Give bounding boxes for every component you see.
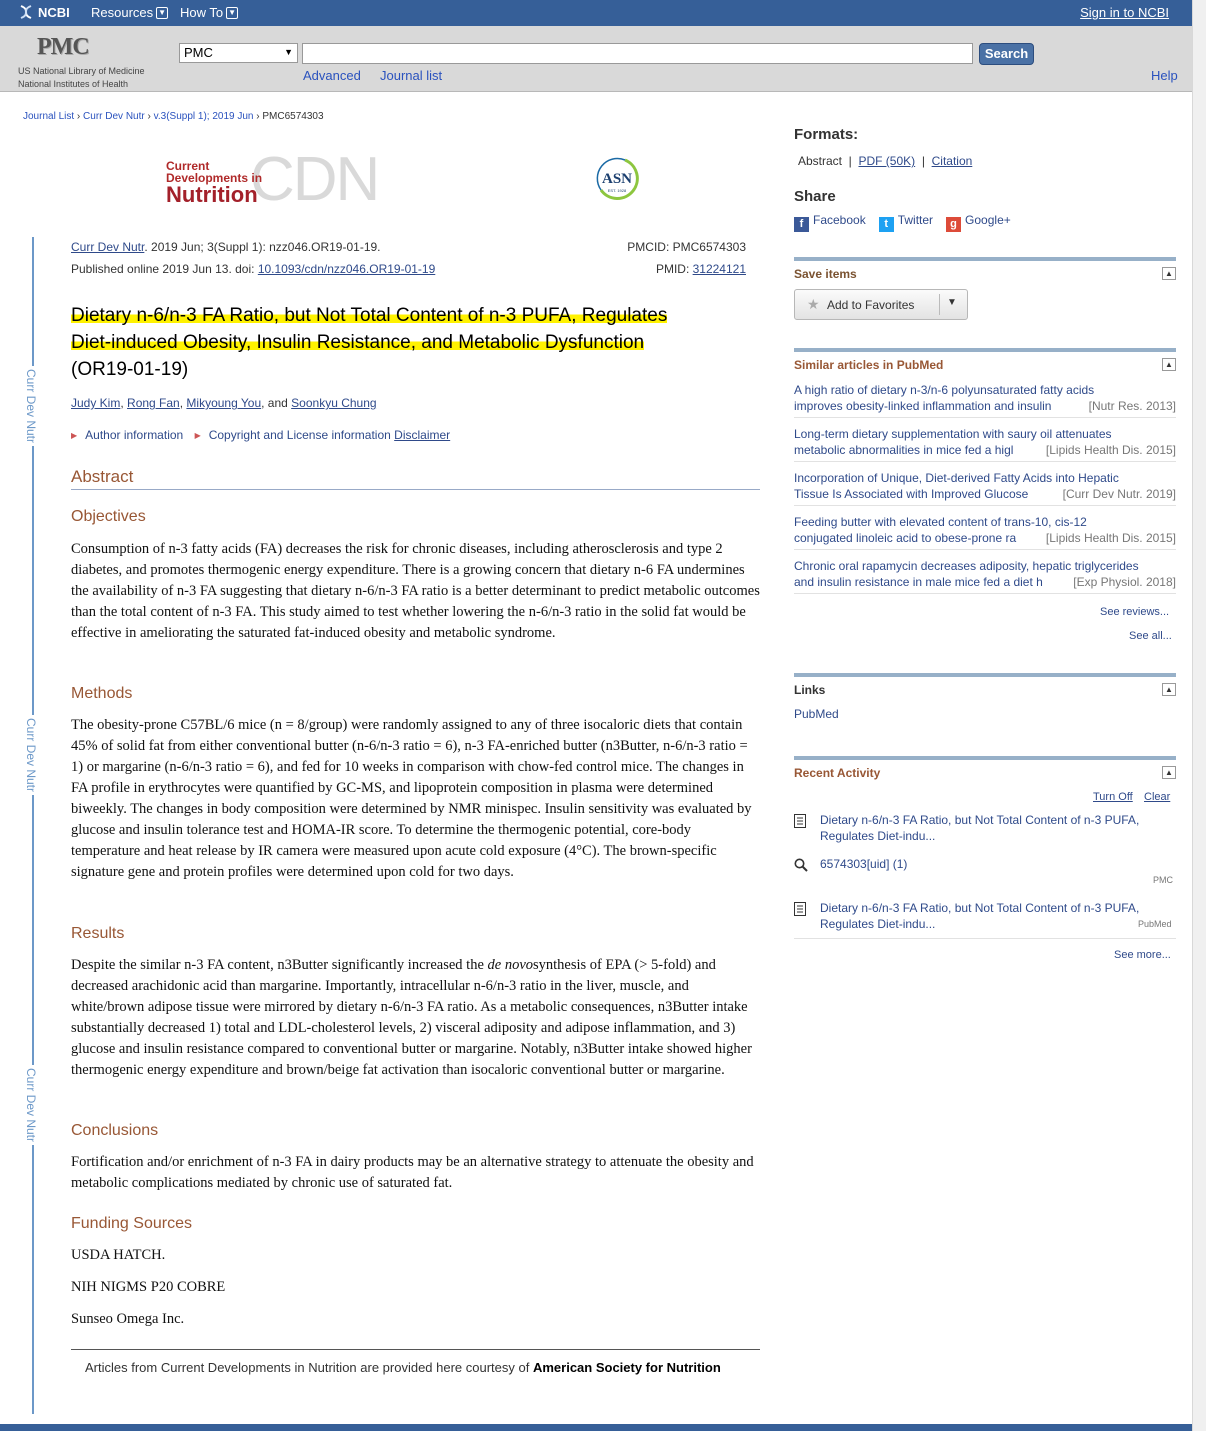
- funding-heading: Funding Sources: [71, 1215, 192, 1232]
- share-twitter[interactable]: [879, 213, 933, 232]
- recent-activity-item[interactable]: [794, 856, 1176, 874]
- turn-off-link[interactable]: Turn Off: [1093, 791, 1133, 803]
- footer-org: American Society for Nutrition: [532, 1360, 721, 1375]
- journal-link[interactable]: Curr Dev Nutr: [71, 240, 145, 254]
- conclusions-text: Fortification and/or enrichment of n-3 FA in dairy products may be an alternative strategy to attenuate the obesity and metabolic complications mediated by chronic use of saturated fat.: [71, 1154, 754, 1191]
- objectives-text: Consumption of n-3 fatty acids (FA) decreases the risk for chronic diseases, including atherosclerosis and type 2 diabetes, and promotes thermogenic energy expenditure. There is a growing concern that dietary n-6 FA undermines the availability of n-3 FA suggesting that dietary n-6/n-3 FA ratio is a better determinant to predict metabolic outcomes than the total content of n-3 FA. This study aimed to test whether lowering the n-6/n-3 ratio in the solid fat would be effective in ameliorating the saturated fat-induced obesity and metabolic syndrome.: [71, 541, 760, 641]
- share-facebook-label: Facebook: [813, 213, 866, 227]
- cdn-letters: CDN: [250, 145, 379, 214]
- recent-activity-source: PMC: [1153, 875, 1173, 885]
- title-line-2: Diet-induced Obesity, Insulin Resistance, and Metabolic Dysfunction: [71, 332, 645, 353]
- clear-link[interactable]: Clear: [1144, 791, 1171, 803]
- conclusions-heading: Conclusions: [71, 1122, 159, 1139]
- links-heading: Links: [794, 683, 826, 697]
- similar-articles-header: [794, 348, 1176, 372]
- similar-articles-heading: Similar articles in PubMed: [794, 358, 944, 372]
- recent-activity-text: Dietary n-6/n-3 FA Ratio, but Not Total Content of n-3 PUFA, Regulates Diet-indu...: [820, 813, 1140, 843]
- similar-article-line1: Long-term dietary supplementation with saury oil attenuates: [794, 427, 1112, 441]
- triangle-right-icon: ▶: [71, 431, 78, 440]
- formats-row: Abstract | PDF (50K) | Citation: [798, 154, 973, 168]
- dropdown-arrow-icon[interactable]: ▼: [947, 297, 957, 308]
- journal-list-link[interactable]: Journal list: [380, 68, 443, 83]
- citation-online: [71, 262, 435, 276]
- pmid-label: PMID:: [655, 262, 693, 276]
- funding-item: NIH NIGMS P20 COBRE: [71, 1279, 226, 1295]
- side-journal-tag[interactable]: Curr Dev Nutr: [24, 1065, 38, 1145]
- author-list: [71, 396, 377, 410]
- star-icon: ★: [807, 296, 820, 312]
- see-more-link[interactable]: See more...: [1114, 949, 1171, 961]
- footer-text: Articles from Current Developments in Nutrition are provided here courtesy of: [85, 1360, 533, 1375]
- recent-activity-heading: Recent Activity: [794, 766, 881, 780]
- chevron-down-icon: ▼: [226, 7, 238, 19]
- similar-article-item[interactable]: [794, 382, 1176, 418]
- advanced-search-link[interactable]: Advanced: [303, 68, 361, 83]
- similar-article-line2: Tissue Is Associated with Improved Glucose: [794, 487, 1029, 501]
- database-select[interactable]: [179, 43, 298, 63]
- formats-heading: Formats:: [794, 126, 859, 143]
- twitter-icon: t: [879, 217, 894, 232]
- links-header: [794, 673, 1176, 697]
- recent-activity-item[interactable]: [794, 812, 1176, 848]
- ncbi-logo[interactable]: [18, 4, 70, 20]
- recent-activity-text: Dietary n-6/n-3 FA Ratio, but Not Total Content of n-3 PUFA, Regulates Diet-indu...: [820, 901, 1140, 931]
- cdn-line1: Current: [166, 159, 210, 173]
- similar-article-item[interactable]: [794, 470, 1176, 506]
- results-text-post: synthesis of EPA (> 5-fold) and decreased arachidonic acid than margarine. Importantly, intracellular n-6/n-3 ratio in the liver, muscle, and white/brown adipose tissue were mirrored by dietary n-6/n-3 FA ratio. As a metabolic consequences, n3Butter intake substantially decreased 1) total and LDL-cholesterol levels, 2) visceral adiposity and adipose inflammation, and 3) glucose and insulin resistance compared to conventional butter or margarine. Notably, n3Butter intake showed higher thermogenic energy expenditure and brown/beige fat activation than isocaloric conventional butter or margarine.: [71, 957, 752, 1078]
- format-pdf-link[interactable]: PDF (50K): [858, 154, 916, 168]
- similar-article-item[interactable]: [794, 514, 1176, 550]
- howto-menu[interactable]: [180, 5, 238, 20]
- recent-activity-source: PubMed: [1138, 919, 1172, 929]
- similar-article-line2: conjugated linoleic acid to obese-prone ra: [794, 531, 1017, 545]
- similar-article-line1: Incorporation of Unique, Diet-derived Fatty Acids into Hepatic: [794, 471, 1119, 485]
- similar-article-item[interactable]: [794, 558, 1176, 594]
- bottom-edge: [0, 1424, 1192, 1431]
- chevron-down-icon: ▼: [156, 7, 168, 19]
- author-link[interactable]: Mikyoung You: [186, 396, 262, 410]
- title-line-3: (OR19-01-19): [71, 359, 189, 380]
- citation-rest: . 2019 Jun; 3(Suppl 1): nzz046.OR19-01-19.: [144, 240, 381, 254]
- add-to-favorites-button[interactable]: [794, 289, 968, 320]
- results-text-pre: Despite the similar n-3 FA content, n3Butter significantly increased the: [71, 957, 488, 973]
- nih-label: National Institutes of Health: [18, 79, 129, 89]
- divider: [794, 938, 1176, 939]
- share-facebook[interactable]: [794, 213, 866, 232]
- search-input[interactable]: [302, 43, 973, 64]
- breadcrumb-journal-list[interactable]: Journal List: [23, 111, 75, 122]
- results-heading: Results: [71, 925, 125, 942]
- disclaimer-link[interactable]: Disclaimer: [394, 428, 451, 442]
- breadcrumb-current: PMC6574303: [262, 111, 324, 122]
- see-all-link[interactable]: See all...: [1129, 630, 1172, 642]
- similar-article-source: [Lipids Health Dis. 2015]: [1043, 442, 1176, 458]
- cdn-line2: Developments in: [166, 171, 263, 185]
- search-icon: [794, 858, 808, 872]
- recent-activity-header: [794, 756, 1176, 780]
- button-divider: [939, 294, 940, 315]
- asn-est-text: EST. 1928: [607, 188, 627, 193]
- ncbi-helix-icon: [18, 4, 34, 20]
- author-link[interactable]: Judy Kim: [71, 396, 121, 410]
- asn-logo-text: ASN: [601, 171, 633, 187]
- cdn-journal-logo[interactable]: [166, 145, 398, 214]
- see-reviews-link[interactable]: See reviews...: [1100, 606, 1170, 618]
- share-row: [794, 213, 1011, 232]
- similar-article-line2: and insulin resistance in male mice fed a diet h: [794, 575, 1043, 589]
- author-link[interactable]: Soonkyu Chung: [291, 396, 377, 410]
- nlm-label: US National Library of Medicine: [18, 66, 145, 76]
- methods-text: The obesity-prone C57BL/6 mice (n = 8/group) were randomly assigned to any of three isocaloric diets that contain 45% of solid fat from either conventional butter (n-6/n-3 ratio = 6), n-3 FA-enriched butter (n3Butter, n-6/n-3 ratio = 1) or margarine (n-6/n-3 ratio = 6), and fed for 10 weeks in comparison with chow-fed control mice. The changes in FA profile in erythrocytes were quantified by GC-MS, and lipoprotein composition in plasma were determined biweekly. The changes in body composition were determined by NMR minispec. Insulin sensitivity was evaluated by glucose and insulin tolerance test and HOMA-IR score. To determine the thermogenic potential, core-body temperature and heat release by IR camera were measured upon acute cold exposure (4°C). The brown-specific signature gene and protein profiles were determined upon cold for two days.: [71, 717, 752, 880]
- pmid-row: [656, 262, 746, 276]
- footer-divider: [71, 1349, 760, 1350]
- breadcrumb: Journal List › Curr Dev Nutr › v.3(Suppl 1); 2019 Jun › PMC6574303: [23, 111, 324, 122]
- collapse-icon[interactable]: ▲: [1162, 267, 1176, 280]
- pmc-logo[interactable]: PMC: [37, 34, 89, 60]
- similar-article-line1: A high ratio of dietary n-3/n-6 polyunsaturated fatty acids: [794, 383, 1095, 397]
- side-journal-tag[interactable]: Curr Dev Nutr: [24, 366, 38, 446]
- author-link[interactable]: Rong Fan: [127, 396, 180, 410]
- article-info-line: [71, 428, 450, 442]
- sign-in-link[interactable]: Sign in to NCBI: [1080, 5, 1169, 20]
- search-button[interactable]: Search: [979, 43, 1034, 65]
- similar-article-source: [Nutr Res. 2013]: [1086, 398, 1176, 414]
- funding-item: Sunseo Omega Inc.: [71, 1311, 185, 1327]
- similar-article-line1: Feeding butter with elevated content of trans-10, cis-12: [794, 515, 1087, 529]
- recent-activity-item[interactable]: [794, 900, 1176, 936]
- cdn-line3: Nutrition: [166, 182, 258, 207]
- author-separator: ,: [179, 396, 187, 410]
- doi-link[interactable]: 10.1093/cdn/nzz046.OR19-01-19: [257, 262, 436, 276]
- share-heading: Share: [794, 188, 836, 205]
- collapse-icon[interactable]: ▲: [1162, 683, 1176, 696]
- article-title: [71, 302, 771, 383]
- share-twitter-label: Twitter: [897, 213, 934, 227]
- facebook-icon: f: [794, 217, 809, 232]
- similar-article-source: [Curr Dev Nutr. 2019]: [1060, 486, 1176, 502]
- howto-label: How To: [180, 5, 224, 20]
- title-line-1: Dietary n-6/n-3 FA Ratio, but Not Total Content of n-3 PUFA, Regulates: [71, 305, 668, 326]
- google-plus-icon: g: [946, 217, 961, 232]
- resources-menu[interactable]: [91, 5, 168, 20]
- resources-label: Resources: [91, 5, 154, 20]
- author-separator: , and: [261, 396, 292, 410]
- author-separator: ,: [120, 396, 128, 410]
- format-citation-link[interactable]: Citation: [931, 154, 973, 168]
- share-google[interactable]: [946, 213, 1011, 232]
- collapse-icon[interactable]: ▲: [1162, 766, 1176, 779]
- ncbi-logo-text: NCBI: [38, 4, 70, 20]
- database-selected-value: PMC: [184, 45, 213, 60]
- save-items-header: [794, 257, 1176, 281]
- asn-logo-icon[interactable]: [595, 156, 639, 204]
- similar-article-line2: metabolic abnormalities in mice fed a higl: [794, 443, 1014, 457]
- similar-article-source: [Lipids Health Dis. 2015]: [1043, 530, 1176, 546]
- results-text-emphasis: de novo: [487, 957, 534, 973]
- pmc-header: [0, 26, 1192, 92]
- collapse-icon[interactable]: ▲: [1162, 358, 1176, 371]
- document-icon: [794, 814, 806, 828]
- ncbi-top-bar: [0, 0, 1192, 26]
- similar-article-line2: improves obesity-linked inflammation and insulin: [794, 399, 1052, 413]
- breadcrumb-issue[interactable]: v.3(Suppl 1); 2019 Jun: [153, 111, 254, 122]
- add-to-favorites-label: Add to Favorites: [827, 298, 915, 312]
- side-journal-tag[interactable]: Curr Dev Nutr: [24, 715, 38, 795]
- help-link[interactable]: Help: [1151, 68, 1178, 83]
- abstract-heading: Abstract: [71, 467, 760, 490]
- share-google-label: Google+: [965, 213, 1011, 227]
- recent-activity-text: 6574303[uid] (1): [820, 857, 908, 871]
- similar-article-line1: Chronic oral rapamycin decreases adiposity, hepatic triglycerides: [794, 559, 1139, 573]
- format-abstract: Abstract: [798, 154, 843, 168]
- funding-item: USDA HATCH.: [71, 1247, 166, 1263]
- scrollbar[interactable]: [1192, 0, 1206, 1431]
- dropdown-arrow-icon: ▼: [284, 47, 293, 57]
- pmcid: PMCID: PMC6574303: [627, 240, 746, 254]
- similar-article-source: [Exp Physiol. 2018]: [1070, 574, 1176, 590]
- footer-courtesy: [85, 1360, 721, 1375]
- similar-article-item[interactable]: [794, 426, 1176, 462]
- document-icon: [794, 902, 806, 916]
- author-information-toggle[interactable]: Author information: [85, 428, 184, 442]
- methods-heading: Methods: [71, 685, 133, 702]
- copyright-toggle[interactable]: Copyright and License information: [208, 428, 391, 442]
- pubmed-link[interactable]: PubMed: [794, 707, 839, 721]
- citation-journal: [71, 240, 381, 254]
- published-online-text: Published online 2019 Jun 13. doi:: [71, 262, 258, 276]
- breadcrumb-journal[interactable]: Curr Dev Nutr: [83, 111, 145, 122]
- results-text: [71, 955, 761, 1081]
- objectives-heading: Objectives: [71, 508, 146, 525]
- triangle-right-icon: ▶: [194, 431, 201, 440]
- save-items-heading: Save items: [794, 267, 857, 281]
- pmid-link[interactable]: 31224121: [692, 262, 746, 276]
